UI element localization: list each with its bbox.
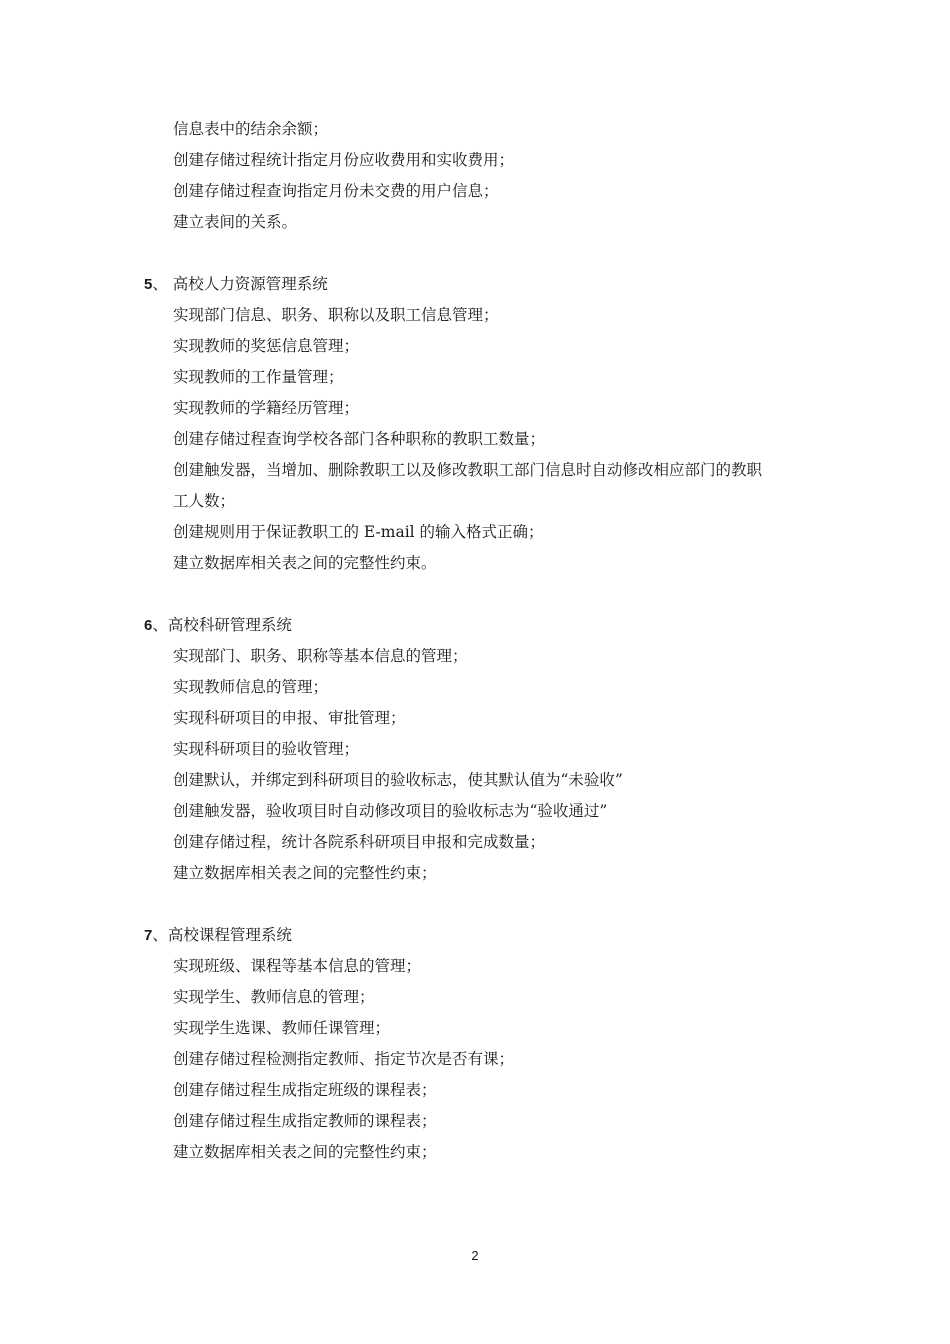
list-item: 创建存储过程生成指定教师的课程表； <box>173 1112 437 1130</box>
list-item: 创建存储过程查询学校各部门各种职称的教职工数量； <box>173 430 546 448</box>
list-item: 创建触发器，当增加、删除教职工以及修改教职工部门信息时自动修改相应部门的教职 <box>173 461 763 479</box>
section-number: 5 <box>144 276 153 293</box>
section-6 <box>0 610 950 889</box>
list-item: 创建默认，并绑定到科研项目的验收标志，使其默认值为“未验收” <box>173 771 623 789</box>
section-heading <box>0 610 950 641</box>
list-item: 实现教师信息的管理； <box>173 678 329 696</box>
list-item: 实现教师的工作量管理； <box>173 368 344 386</box>
continuation-list <box>0 114 950 238</box>
list-item: 创建存储过程，统计各院系科研项目申报和完成数量； <box>173 833 546 851</box>
section-spacer <box>0 889 950 920</box>
section-spacer <box>0 238 950 269</box>
list-item: 创建规则用于保证教职工的 E-mail 的输入格式正确； <box>173 523 544 541</box>
section-title: 高校人力资源管理系统 <box>172 275 328 293</box>
list-item: 实现班级、课程等基本信息的管理； <box>173 957 422 975</box>
section-number: 6 <box>144 617 153 634</box>
section-7 <box>0 920 950 1168</box>
section-heading <box>0 920 950 951</box>
list-item: 实现教师的奖惩信息管理； <box>173 337 360 355</box>
list-item: 实现科研项目的验收管理； <box>173 740 360 758</box>
list-item: 实现学生选课、教师任课管理； <box>173 1019 391 1037</box>
section-heading <box>0 269 950 300</box>
list-item: 创建触发器，验收项目时自动修改项目的验收标志为“验收通过” <box>173 802 608 820</box>
list-item: 创建存储过程生成指定班级的课程表； <box>173 1081 437 1099</box>
list-item: 实现教师的学籍经历管理； <box>173 399 360 417</box>
list-item: 建立数据库相关表之间的完整性约束； <box>173 1143 437 1161</box>
list-item: 创建存储过程查询指定月份未交费的用户信息； <box>173 182 499 200</box>
list-item: 实现部门信息、职务、职称以及职工信息管理； <box>173 306 499 324</box>
list-item: 实现学生、教师信息的管理； <box>173 988 375 1006</box>
page-number: 2 <box>471 1248 479 1263</box>
section-separator: 、 <box>152 616 168 634</box>
list-item: 实现科研项目的申报、审批管理； <box>173 709 406 727</box>
list-item: 建立数据库相关表之间的完整性约束； <box>173 864 437 882</box>
list-item: 创建存储过程统计指定月份应收费用和实收费用； <box>173 151 515 169</box>
section-5 <box>0 269 950 579</box>
section-number: 7 <box>144 927 153 944</box>
list-item: 工人数； <box>173 492 236 510</box>
section-spacer <box>0 579 950 610</box>
document-body <box>0 114 950 1168</box>
section-title: 高校课程管理系统 <box>167 926 292 944</box>
section-separator: 、 <box>152 926 168 944</box>
list-item: 实现部门、职务、职称等基本信息的管理； <box>173 647 468 665</box>
section-separator: 、 <box>152 275 173 293</box>
list-item: 建立表间的关系。 <box>173 213 298 231</box>
list-item: 建立数据库相关表之间的完整性约束。 <box>173 554 437 572</box>
list-item: 创建存储过程检测指定教师、指定节次是否有课； <box>173 1050 515 1068</box>
section-title: 高校科研管理系统 <box>167 616 292 634</box>
list-item: 信息表中的结余余额； <box>173 120 329 138</box>
